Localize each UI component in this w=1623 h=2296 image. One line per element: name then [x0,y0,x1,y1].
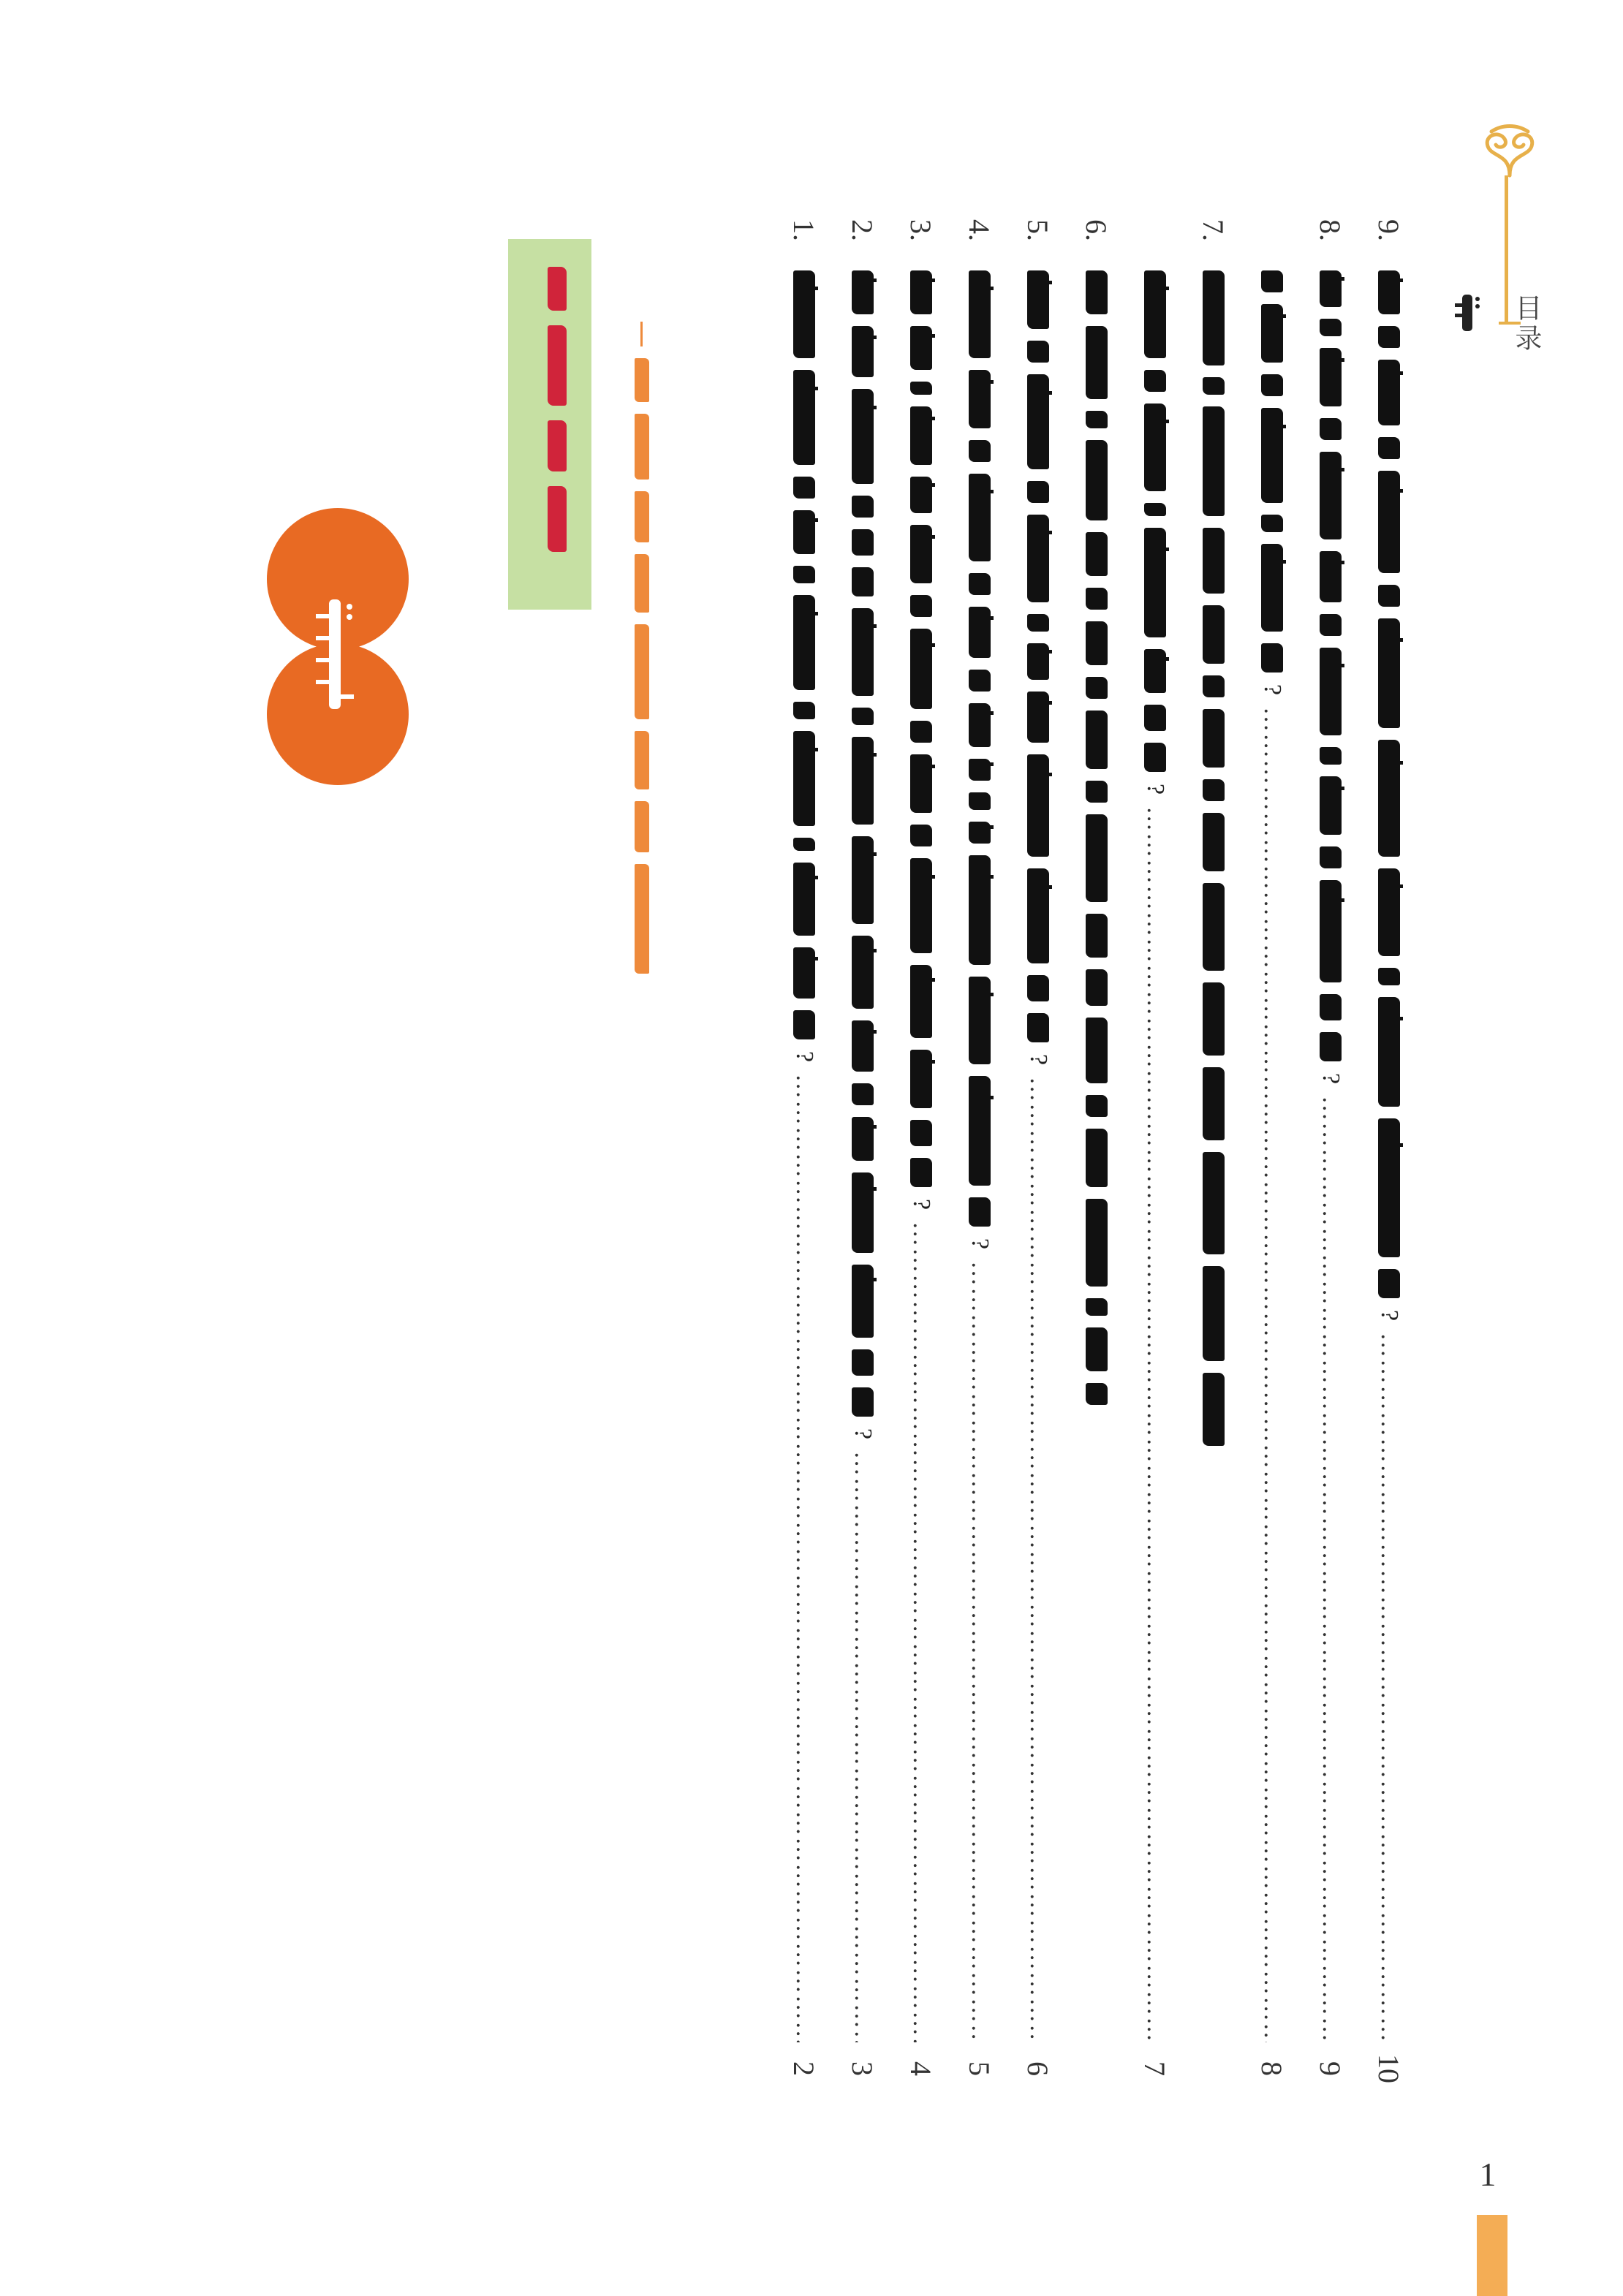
scroll-ornament-icon [1469,117,1550,190]
toc-entry-number: 6. [1080,219,1113,241]
toc-entry[interactable] [1360,219,1418,2091]
toc-entry-number: 7. [1197,219,1230,241]
toc-entry-title: ? …………………………………………………………………………………………………………………………………………………………………………………………… [907,270,935,2047]
toc-entry-title: ? …………………………………………………………………………………………………………………………………………………………………………………………… [966,270,994,2047]
toc-entry-number: 9. [1372,219,1406,241]
toc-entry-page: 7 [1138,2061,1172,2076]
toc-entry-page: 2 [787,2061,821,2076]
page-number: 1 [1479,2156,1497,2193]
toc-entry-title: ? …………………………………………………………………………………………………………………………………………………………………………………………… [849,270,877,2047]
toc-entry-title: ? …………………………………………………………………………………………………………………………………………………………………………………………… [1024,270,1052,2047]
toc-entry[interactable] [833,219,892,2091]
chapter-credit [635,322,649,1053]
toc-entry[interactable] [1067,219,1126,2091]
toc-entry[interactable] [950,219,1009,2091]
chapter-title [548,267,567,588]
toc-entry-page: 9 [1314,2061,1347,2076]
toc-entry[interactable] [1243,219,1301,2091]
toc-entry-title: ? …………………………………………………………………………………………………………………………………………………………………………………………… [790,270,818,2047]
page-heading [1510,294,1542,360]
toc-entry-page: 3 [846,2061,879,2076]
toc-entry-number: 3. [904,219,938,241]
toc-entry-page: 10 [1372,2054,1406,2083]
toc-entry-page: 4 [904,2061,938,2076]
mongolian-heading-glyph [1455,289,1484,336]
toc-entry[interactable] [1126,219,1184,2091]
toc-entry[interactable] [892,219,950,2091]
toc-entry-title: ? …………………………………………………………………………………………………………………………………………………………………………………………… [1258,270,1286,2047]
toc-entry[interactable] [1301,219,1360,2091]
toc-entry-number: 2. [846,219,879,241]
header-rule [1505,175,1508,322]
toc-entry-title: ? …………………………………………………………………………………………………………………………………………………………………………………………… [1375,270,1403,2047]
circle-mongolian-glyph [307,585,366,724]
table-of-contents [775,219,1418,2091]
toc-entry-page: 5 [963,2061,996,2076]
toc-entry[interactable] [1184,219,1243,2091]
toc-entry-number: 8. [1314,219,1347,241]
toc-entry-number: 4. [963,219,996,241]
toc-entry[interactable] [1009,219,1067,2091]
toc-entry-number: 1. [787,219,821,241]
toc-entry-number: 5. [1021,219,1055,241]
toc-entry-title [1086,270,1108,2047]
toc-entry-title [1203,270,1225,2047]
page-tab-marker [1477,2215,1507,2296]
toc-entry-page: 6 [1021,2061,1055,2076]
toc-entry[interactable] [775,219,833,2091]
toc-entry-title: ? …………………………………………………………………………………………………………………………………………………………………………………………… [1317,270,1344,2047]
page-heading-text: 目录 [1510,294,1542,354]
toc-entry-page: 8 [1255,2061,1289,2076]
toc-entry-title: ? …………………………………………………………………………………………………………………………………………………………………………………………… [1141,270,1169,2047]
